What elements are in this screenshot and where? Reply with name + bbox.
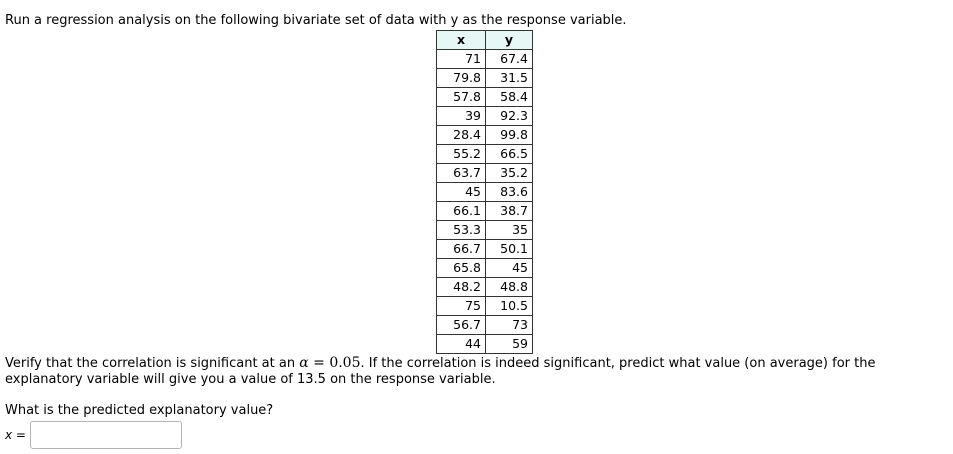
column-header-x: x xyxy=(437,31,486,50)
table-row xyxy=(437,50,533,69)
cell-x: 56.7 xyxy=(437,316,486,335)
table-row xyxy=(437,335,533,354)
cell-x: 55.2 xyxy=(437,145,486,164)
data-table xyxy=(436,30,533,354)
question-text: What is the predicted explanatory value? xyxy=(5,403,274,418)
instruction-text: Run a regression analysis on the following bivariate set of data with y as the response variable. xyxy=(5,13,627,28)
cell-x: 66.7 xyxy=(437,240,486,259)
verify-instructions xyxy=(5,355,950,388)
table-row xyxy=(437,278,533,297)
column-header-y: y xyxy=(486,31,533,50)
table-row xyxy=(437,259,533,278)
cell-y: 45 xyxy=(486,259,533,278)
verify-text-start: Verify that the correlation is significant at an xyxy=(5,356,300,371)
cell-x: 44 xyxy=(437,335,486,354)
cell-y: 59 xyxy=(486,335,533,354)
cell-y: 66.5 xyxy=(486,145,533,164)
table-row xyxy=(437,126,533,145)
cell-x: 65.8 xyxy=(437,259,486,278)
cell-x: 48.2 xyxy=(437,278,486,297)
cell-y: 38.7 xyxy=(486,202,533,221)
cell-y: 48.8 xyxy=(486,278,533,297)
alpha-expression xyxy=(299,355,360,371)
cell-y: 73 xyxy=(486,316,533,335)
table-row xyxy=(437,145,533,164)
cell-y: 58.4 xyxy=(486,88,533,107)
cell-x: 28.4 xyxy=(437,126,486,145)
cell-y: 83.6 xyxy=(486,183,533,202)
table-row xyxy=(437,202,533,221)
table-row xyxy=(437,221,533,240)
cell-y: 10.5 xyxy=(486,297,533,316)
table-row xyxy=(437,297,533,316)
verify-text-end: . If the correlation is indeed significant, predict what value (on average) for the explanatory variable will give you a value of 13.5 on the response variable. xyxy=(5,356,876,387)
table-header-row xyxy=(437,31,533,50)
cell-x: 75 xyxy=(437,297,486,316)
cell-y: 35 xyxy=(486,221,533,240)
cell-y: 31.5 xyxy=(486,69,533,88)
cell-y: 92.3 xyxy=(486,107,533,126)
cell-x: 63.7 xyxy=(437,164,486,183)
answer-label-equals: = xyxy=(12,428,26,442)
answer-input[interactable] xyxy=(30,421,182,449)
table-row xyxy=(437,107,533,126)
cell-y: 67.4 xyxy=(486,50,533,69)
cell-x: 45 xyxy=(437,183,486,202)
cell-y: 35.2 xyxy=(486,164,533,183)
cell-x: 39 xyxy=(437,107,486,126)
table-row xyxy=(437,183,533,202)
table-body xyxy=(437,50,533,354)
cell-x: 79.8 xyxy=(437,69,486,88)
answer-row xyxy=(5,420,182,450)
cell-y: 50.1 xyxy=(486,240,533,259)
alpha-symbol: α xyxy=(299,355,309,371)
cell-x: 66.1 xyxy=(437,202,486,221)
cell-x: 53.3 xyxy=(437,221,486,240)
table-row xyxy=(437,164,533,183)
cell-x: 57.8 xyxy=(437,88,486,107)
answer-label xyxy=(5,428,26,442)
table-row xyxy=(437,240,533,259)
cell-x: 71 xyxy=(437,50,486,69)
table-row xyxy=(437,69,533,88)
cell-y: 99.8 xyxy=(486,126,533,145)
table-row xyxy=(437,88,533,107)
answer-label-variable: x xyxy=(5,428,13,442)
table-row xyxy=(437,316,533,335)
alpha-value: = 0.05 xyxy=(308,355,361,371)
